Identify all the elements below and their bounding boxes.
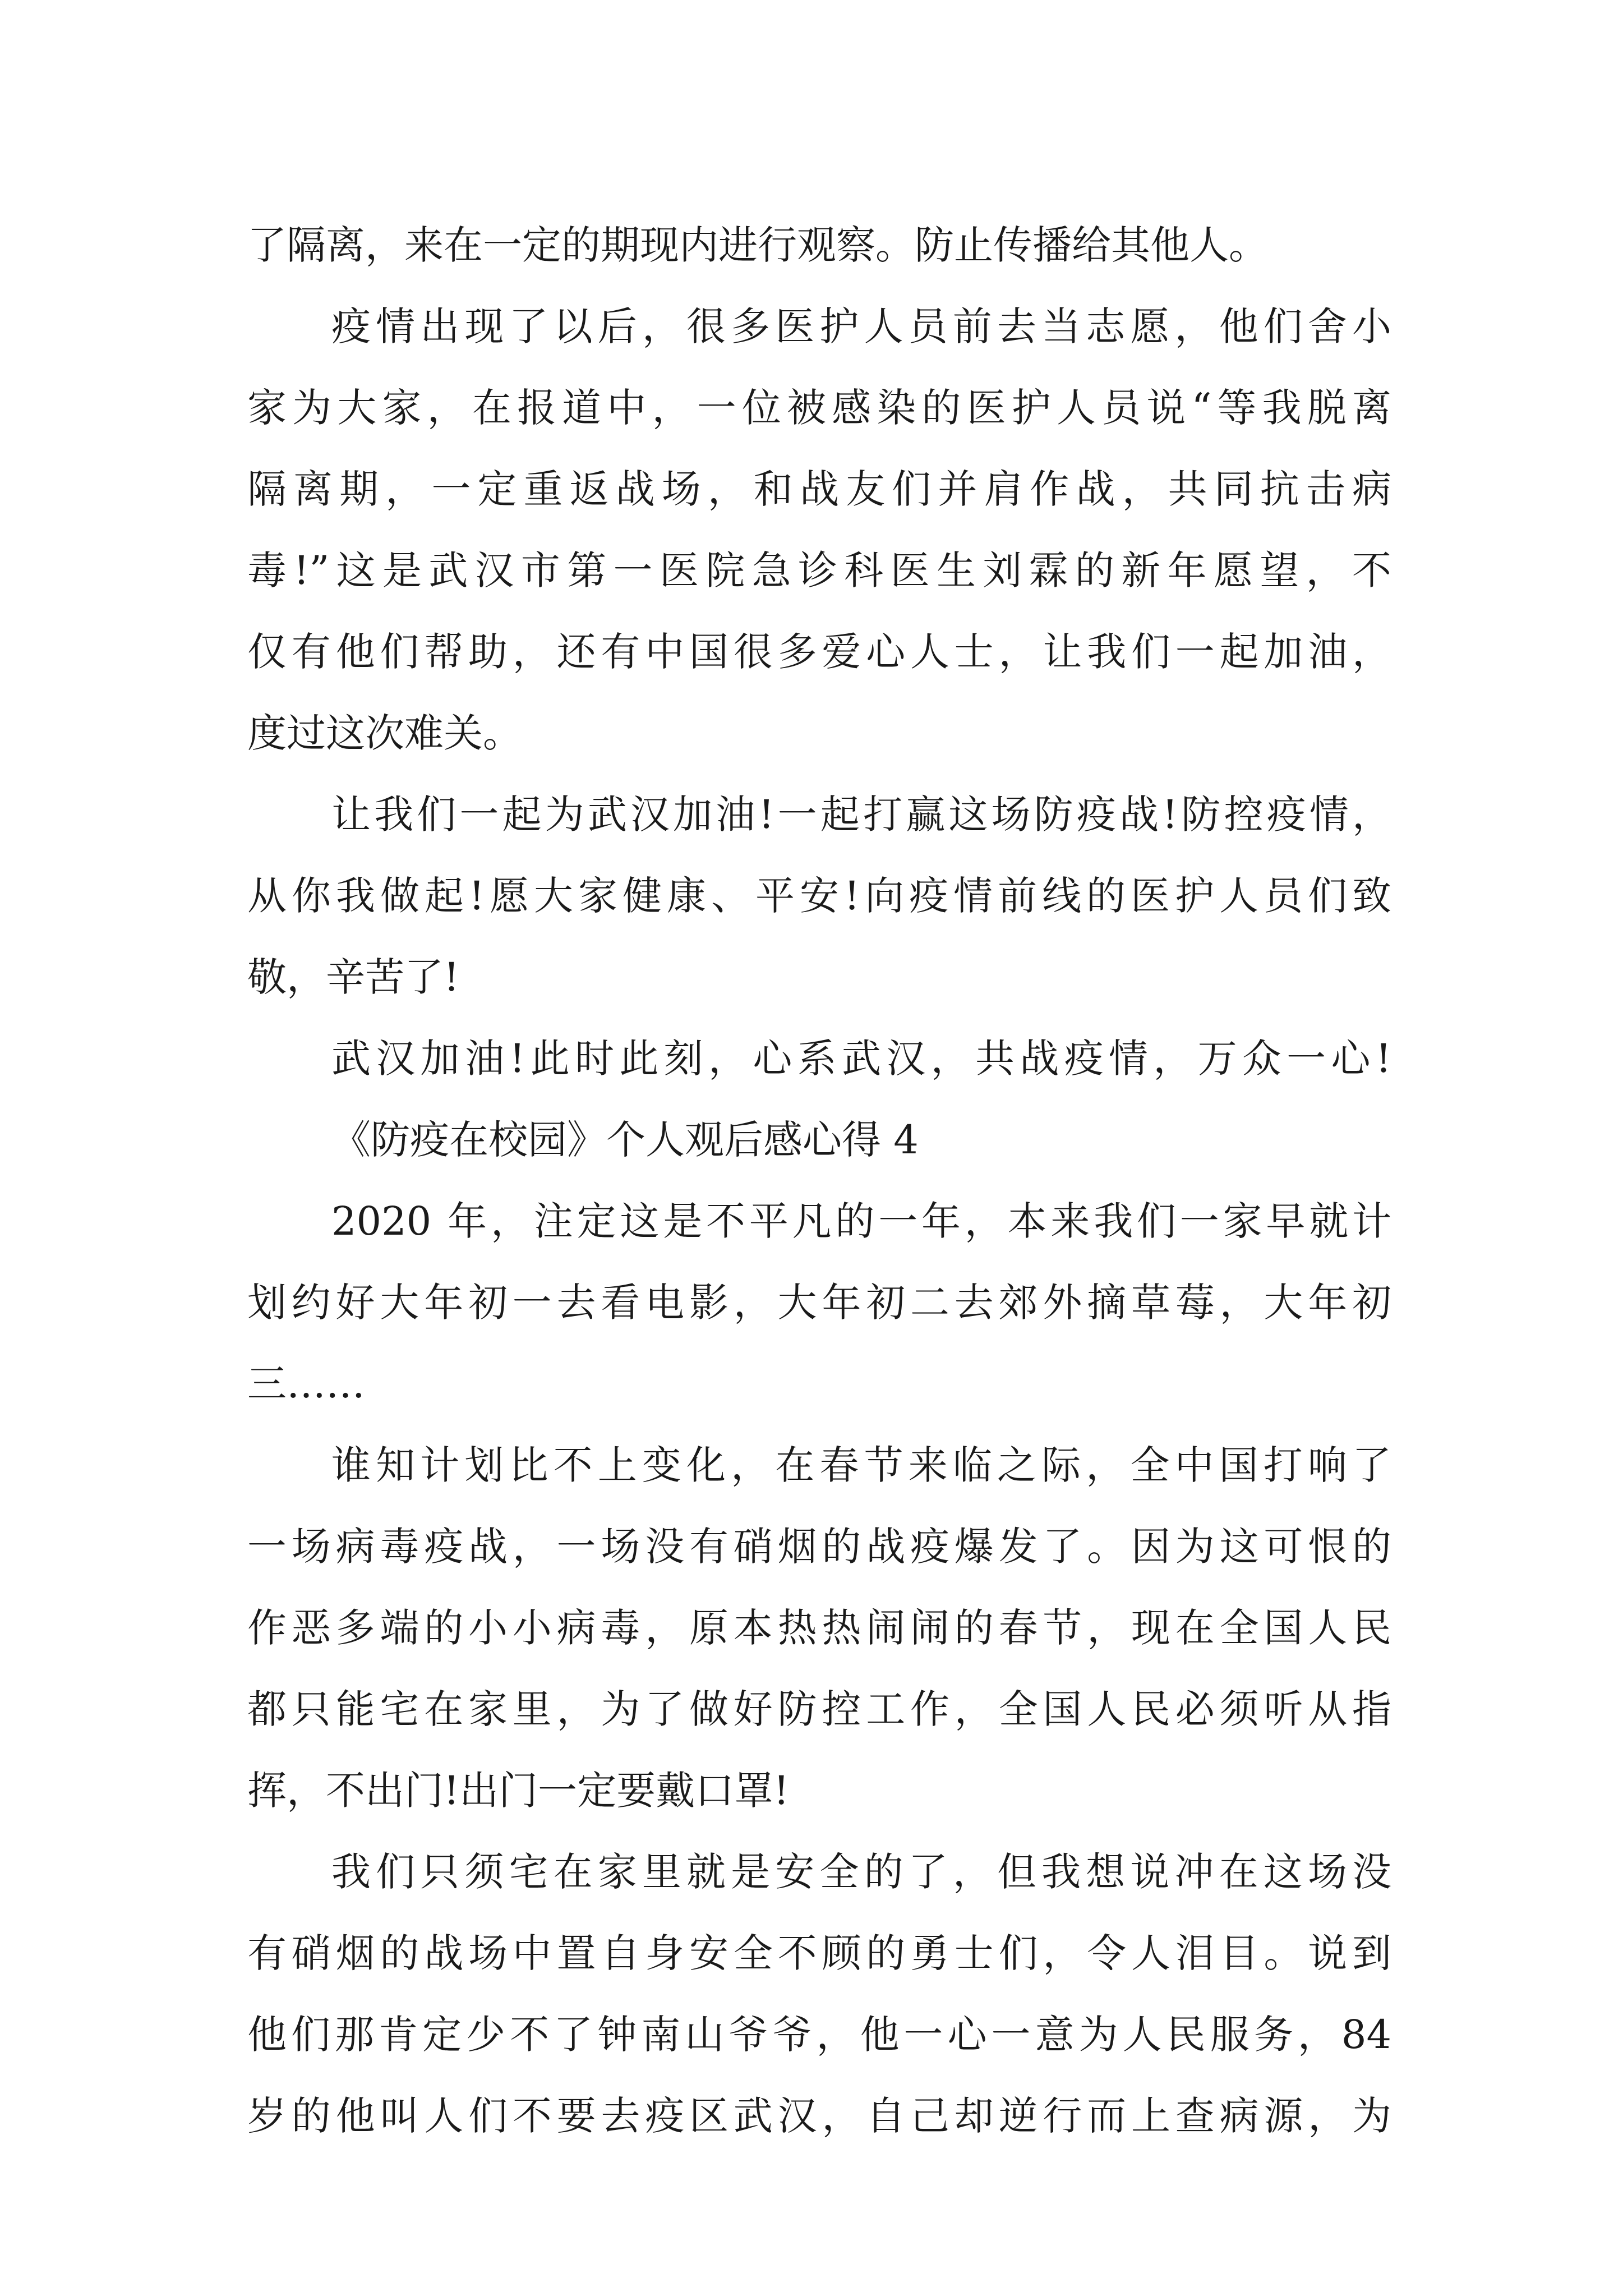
text-line: 从你我做起!愿大家健康、平安!向疫情前线的医护人员们致 xyxy=(247,873,1391,919)
text-line: 岁的他叫人们不要去疫区武汉，自己却逆行而上查病源，为 xyxy=(247,2093,1391,2139)
text-line: 谁知计划比不上变化，在春节来临之际，全中国打响了 xyxy=(331,1442,1391,1488)
text-line: 毒!”这是武汉市第一医院急诊科医生刘霖的新年愿望，不 xyxy=(247,547,1391,593)
text-line: 挥，不出门!出门一定要戴口罩! xyxy=(247,1768,790,1814)
text-line: 度过这次难关。 xyxy=(247,710,522,756)
text-line: 都只能宅在家里，为了做好防控工作，全国人民必须听从指 xyxy=(247,1686,1391,1732)
text-line: 作恶多端的小小病毒，原本热热闹闹的春节，现在全国人民 xyxy=(247,1605,1391,1651)
text-line: 隔离期，一定重返战场，和战友们并肩作战，共同抗击病 xyxy=(247,466,1391,512)
text-line: 我们只须宅在家里就是安全的了，但我想说冲在这场没 xyxy=(331,1849,1391,1895)
text-line: 三…… xyxy=(247,1361,365,1407)
text-line: 仅有他们帮助，还有中国很多爱心人士，让我们一起加油， xyxy=(247,629,1391,675)
text-line: 有硝烟的战场中置自身安全不顾的勇士们，令人泪目。说到 xyxy=(247,1930,1391,1976)
text-line: 了隔离，来在一定的期现内进行观察。防止传播给其他人。 xyxy=(247,222,1268,268)
text-line: 让我们一起为武汉加油!一起打赢这场防疫战!防控疫情， xyxy=(331,792,1391,838)
text-line: 他们那肯定少不了钟南山爷爷，他一心一意为人民服务，84 xyxy=(247,2012,1391,2058)
text-line: 疫情出现了以后，很多医护人员前去当志愿，他们舍小 xyxy=(331,303,1391,349)
text-line: 划约好大年初一去看电影，大年初二去郊外摘草莓，大年初 xyxy=(247,1280,1391,1326)
section-title: 《防疫在校园》个人观后感心得 4 xyxy=(331,1117,919,1163)
text-line: 敬，辛苦了! xyxy=(247,954,460,1000)
text-line: 武汉加油!此时此刻，心系武汉，共战疫情，万众一心! xyxy=(331,1036,1391,1082)
text-line: 一场病毒疫战，一场没有硝烟的战疫爆发了。因为这可恨的 xyxy=(247,1524,1391,1570)
text-line: 2020 年，注定这是不平凡的一年，本来我们一家早就计 xyxy=(331,1198,1391,1244)
text-line: 家为大家，在报道中，一位被感染的医护人员说“等我脱离 xyxy=(247,385,1391,431)
